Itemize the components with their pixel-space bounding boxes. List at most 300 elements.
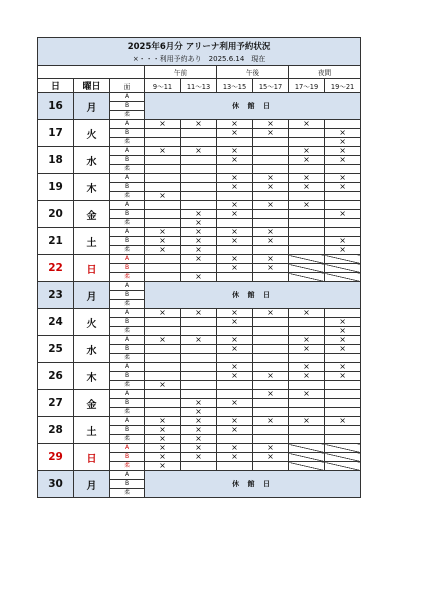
reserved-mark: ×: [253, 228, 289, 237]
empty-cell: [253, 165, 289, 174]
empty-cell: [217, 165, 253, 174]
empty-cell: [217, 381, 253, 390]
court-label: B: [110, 318, 145, 327]
empty-cell: [253, 318, 289, 327]
table-row: [38, 147, 361, 156]
court-label: 柔: [110, 435, 145, 444]
reserved-mark: ×: [325, 363, 361, 372]
court-label: A: [110, 282, 145, 291]
empty-cell: [181, 462, 217, 471]
empty-cell: [145, 156, 181, 165]
court-label: 柔: [110, 327, 145, 336]
empty-cell: [289, 228, 325, 237]
court-label: A: [110, 471, 145, 480]
empty-cell: [217, 192, 253, 201]
reserved-mark: ×: [253, 444, 289, 453]
day-date: 27: [38, 390, 74, 417]
reserved-mark: ×: [217, 147, 253, 156]
reserved-mark: ×: [145, 246, 181, 255]
reserved-mark: ×: [181, 426, 217, 435]
court-label: B: [110, 399, 145, 408]
empty-cell: [217, 273, 253, 282]
court-label: A: [110, 228, 145, 237]
reserved-mark: ×: [145, 228, 181, 237]
reserved-mark: ×: [181, 120, 217, 129]
empty-cell: [289, 426, 325, 435]
reserved-mark: ×: [325, 372, 361, 381]
empty-cell: [253, 426, 289, 435]
reserved-mark: ×: [289, 309, 325, 318]
empty-cell: [289, 129, 325, 138]
court-label: B: [110, 156, 145, 165]
reserved-mark: ×: [217, 318, 253, 327]
court-label: 柔: [110, 219, 145, 228]
court-label: 柔: [110, 192, 145, 201]
empty-cell: [325, 192, 361, 201]
empty-cell: [217, 462, 253, 471]
empty-cell: [325, 165, 361, 174]
court-label: 柔: [110, 408, 145, 417]
reserved-mark: ×: [289, 201, 325, 210]
reserved-mark: ×: [325, 147, 361, 156]
day-date: 29: [38, 444, 74, 471]
reserved-mark: ×: [181, 408, 217, 417]
empty-cell: [181, 327, 217, 336]
unavailable-cell: [289, 453, 325, 462]
court-label: 柔: [110, 165, 145, 174]
empty-cell: [145, 183, 181, 192]
period-header: 午前: [145, 66, 217, 79]
reserved-mark: ×: [217, 210, 253, 219]
empty-cell: [217, 408, 253, 417]
empty-cell: [325, 399, 361, 408]
reserved-mark: ×: [253, 174, 289, 183]
reserved-mark: ×: [253, 255, 289, 264]
empty-cell: [181, 363, 217, 372]
reserved-mark: ×: [181, 399, 217, 408]
empty-cell: [145, 255, 181, 264]
unavailable-cell: [325, 255, 361, 264]
day-weekday: 金: [74, 201, 110, 228]
day-weekday: 火: [74, 120, 110, 147]
reserved-mark: ×: [145, 453, 181, 462]
reservation-sheet: [37, 37, 360, 498]
table-row: [38, 174, 361, 183]
empty-cell: [289, 192, 325, 201]
court-label: A: [110, 147, 145, 156]
empty-cell: [217, 219, 253, 228]
reserved-mark: ×: [217, 129, 253, 138]
reserved-mark: ×: [145, 120, 181, 129]
reserved-mark: ×: [217, 426, 253, 435]
empty-cell: [289, 327, 325, 336]
court-label: B: [110, 210, 145, 219]
reserved-mark: ×: [289, 417, 325, 426]
reserved-mark: ×: [289, 363, 325, 372]
court-label: 柔: [110, 381, 145, 390]
court-label: B: [110, 372, 145, 381]
court-label: 柔: [110, 273, 145, 282]
empty-cell: [325, 201, 361, 210]
empty-cell: [325, 435, 361, 444]
reserved-mark: ×: [181, 219, 217, 228]
empty-cell: [253, 138, 289, 147]
court-label: A: [110, 417, 145, 426]
table-row: [38, 309, 361, 318]
reserved-mark: ×: [289, 336, 325, 345]
empty-cell: [217, 138, 253, 147]
empty-cell: [181, 345, 217, 354]
reserved-mark: ×: [217, 309, 253, 318]
empty-cell: [289, 219, 325, 228]
empty-cell: [145, 318, 181, 327]
reserved-mark: ×: [181, 228, 217, 237]
empty-cell: [181, 264, 217, 273]
reserved-mark: ×: [217, 201, 253, 210]
reserved-mark: ×: [325, 183, 361, 192]
reserved-mark: ×: [181, 237, 217, 246]
reserved-mark: ×: [289, 183, 325, 192]
court-label: B: [110, 453, 145, 462]
empty-cell: [253, 210, 289, 219]
empty-cell: [181, 174, 217, 183]
reserved-mark: ×: [325, 345, 361, 354]
day-date: 24: [38, 309, 74, 336]
empty-cell: [253, 381, 289, 390]
slot-header: 13～15: [217, 79, 253, 93]
court-label: A: [110, 363, 145, 372]
day-date: 26: [38, 363, 74, 390]
court-label: B: [110, 291, 145, 300]
empty-cell: [325, 426, 361, 435]
empty-cell: [217, 246, 253, 255]
empty-cell: [145, 399, 181, 408]
day-weekday: 土: [74, 417, 110, 444]
reserved-mark: ×: [217, 444, 253, 453]
reserved-mark: ×: [217, 237, 253, 246]
reserved-mark: ×: [253, 390, 289, 399]
empty-cell: [145, 363, 181, 372]
unavailable-cell: [325, 453, 361, 462]
reserved-mark: ×: [145, 192, 181, 201]
header-court: 面: [110, 79, 145, 93]
empty-cell: [253, 219, 289, 228]
court-label: A: [110, 120, 145, 129]
table-row: [38, 228, 361, 237]
empty-cell: [289, 165, 325, 174]
reserved-mark: ×: [325, 174, 361, 183]
table-row: [38, 363, 361, 372]
empty-cell: [145, 354, 181, 363]
reserved-mark: ×: [253, 183, 289, 192]
reserved-mark: ×: [217, 183, 253, 192]
day-date: 28: [38, 417, 74, 444]
table-row: [38, 444, 361, 453]
reserved-mark: ×: [289, 156, 325, 165]
day-date: 30: [38, 471, 74, 498]
day-date: 19: [38, 174, 74, 201]
day-date: 16: [38, 93, 74, 120]
reserved-mark: ×: [145, 336, 181, 345]
empty-cell: [253, 147, 289, 156]
header-date: 日: [38, 79, 74, 93]
reserved-mark: ×: [253, 129, 289, 138]
empty-cell: [289, 399, 325, 408]
empty-cell: [145, 219, 181, 228]
table-row: [38, 282, 361, 291]
empty-cell: [325, 219, 361, 228]
reserved-mark: ×: [217, 363, 253, 372]
court-label: B: [110, 102, 145, 111]
period-spacer: [38, 66, 145, 79]
empty-cell: [181, 165, 217, 174]
table-row: [38, 336, 361, 345]
empty-cell: [145, 138, 181, 147]
reserved-mark: ×: [217, 174, 253, 183]
court-label: A: [110, 309, 145, 318]
court-label: 柔: [110, 354, 145, 363]
reserved-mark: ×: [217, 417, 253, 426]
header-dow: 曜日: [74, 79, 110, 93]
empty-cell: [253, 354, 289, 363]
closed-day-label: 休 館 日: [145, 93, 361, 120]
empty-cell: [181, 390, 217, 399]
empty-cell: [181, 372, 217, 381]
empty-cell: [325, 408, 361, 417]
unavailable-cell: [325, 444, 361, 453]
unavailable-cell: [289, 444, 325, 453]
empty-cell: [289, 435, 325, 444]
empty-cell: [289, 138, 325, 147]
empty-cell: [181, 201, 217, 210]
empty-cell: [253, 363, 289, 372]
reserved-mark: ×: [217, 453, 253, 462]
reserved-mark: ×: [217, 372, 253, 381]
reserved-mark: ×: [181, 444, 217, 453]
day-weekday: 金: [74, 390, 110, 417]
slot-header: 17～19: [289, 79, 325, 93]
unavailable-cell: [289, 462, 325, 471]
empty-cell: [145, 174, 181, 183]
empty-cell: [325, 228, 361, 237]
day-weekday: 木: [74, 174, 110, 201]
reserved-mark: ×: [217, 264, 253, 273]
empty-cell: [289, 318, 325, 327]
empty-cell: [289, 237, 325, 246]
reserved-mark: ×: [325, 156, 361, 165]
period-header: 夜間: [289, 66, 361, 79]
court-label: A: [110, 201, 145, 210]
period-header: 午後: [217, 66, 289, 79]
reserved-mark: ×: [217, 336, 253, 345]
empty-cell: [145, 345, 181, 354]
court-label: A: [110, 390, 145, 399]
unavailable-cell: [289, 264, 325, 273]
day-date: 22: [38, 255, 74, 282]
table-row: [38, 471, 361, 480]
reserved-mark: ×: [217, 120, 253, 129]
court-label: B: [110, 183, 145, 192]
court-label: 柔: [110, 246, 145, 255]
empty-cell: [253, 462, 289, 471]
reserved-mark: ×: [325, 138, 361, 147]
empty-cell: [145, 165, 181, 174]
day-date: 18: [38, 147, 74, 174]
empty-cell: [181, 381, 217, 390]
empty-cell: [181, 129, 217, 138]
court-label: 柔: [110, 111, 145, 120]
empty-cell: [145, 264, 181, 273]
reserved-mark: ×: [181, 147, 217, 156]
reservation-table: [37, 37, 361, 498]
empty-cell: [253, 435, 289, 444]
empty-cell: [217, 435, 253, 444]
slot-header: 15～17: [253, 79, 289, 93]
reserved-mark: ×: [145, 462, 181, 471]
court-label: 柔: [110, 489, 145, 498]
empty-cell: [325, 309, 361, 318]
court-label: 柔: [110, 138, 145, 147]
empty-cell: [145, 390, 181, 399]
reserved-mark: ×: [253, 264, 289, 273]
empty-cell: [145, 201, 181, 210]
reserved-mark: ×: [325, 210, 361, 219]
day-date: 17: [38, 120, 74, 147]
legend-note: ×・・・利用予約あり 2025.6.14 現在: [38, 53, 361, 66]
reserved-mark: ×: [217, 156, 253, 165]
slot-header: 9～11: [145, 79, 181, 93]
court-label: B: [110, 480, 145, 489]
day-weekday: 火: [74, 309, 110, 336]
court-label: 柔: [110, 462, 145, 471]
court-label: B: [110, 237, 145, 246]
reserved-mark: ×: [181, 417, 217, 426]
reserved-mark: ×: [145, 147, 181, 156]
empty-cell: [253, 192, 289, 201]
reserved-mark: ×: [181, 255, 217, 264]
page-title: 2025年6月分 アリーナ利用予約状況: [38, 38, 361, 54]
empty-cell: [145, 210, 181, 219]
reserved-mark: ×: [145, 309, 181, 318]
unavailable-cell: [289, 273, 325, 282]
day-weekday: 日: [74, 444, 110, 471]
reserved-mark: ×: [253, 237, 289, 246]
empty-cell: [145, 129, 181, 138]
empty-cell: [181, 183, 217, 192]
reserved-mark: ×: [289, 390, 325, 399]
day-weekday: 月: [74, 282, 110, 309]
table-row: [38, 201, 361, 210]
unavailable-cell: [289, 255, 325, 264]
empty-cell: [325, 381, 361, 390]
empty-cell: [253, 408, 289, 417]
table-row: [38, 390, 361, 399]
reserved-mark: ×: [253, 453, 289, 462]
reserved-mark: ×: [325, 237, 361, 246]
empty-cell: [289, 246, 325, 255]
reserved-mark: ×: [325, 318, 361, 327]
empty-cell: [181, 138, 217, 147]
reserved-mark: ×: [145, 435, 181, 444]
reserved-mark: ×: [325, 417, 361, 426]
empty-cell: [289, 408, 325, 417]
empty-cell: [289, 381, 325, 390]
day-weekday: 木: [74, 363, 110, 390]
day-weekday: 水: [74, 336, 110, 363]
reserved-mark: ×: [181, 336, 217, 345]
reserved-mark: ×: [253, 201, 289, 210]
reserved-mark: ×: [217, 255, 253, 264]
court-label: B: [110, 426, 145, 435]
reserved-mark: ×: [289, 372, 325, 381]
court-label: B: [110, 345, 145, 354]
reserved-mark: ×: [289, 147, 325, 156]
reserved-mark: ×: [217, 345, 253, 354]
empty-cell: [325, 354, 361, 363]
empty-cell: [181, 192, 217, 201]
empty-cell: [217, 354, 253, 363]
empty-cell: [253, 246, 289, 255]
unavailable-cell: [325, 462, 361, 471]
day-weekday: 土: [74, 228, 110, 255]
reserved-mark: ×: [253, 120, 289, 129]
court-label: A: [110, 336, 145, 345]
reserved-mark: ×: [289, 174, 325, 183]
empty-cell: [217, 390, 253, 399]
empty-cell: [253, 156, 289, 165]
court-label: A: [110, 255, 145, 264]
reserved-mark: ×: [145, 237, 181, 246]
empty-cell: [145, 408, 181, 417]
reserved-mark: ×: [145, 444, 181, 453]
empty-cell: [253, 345, 289, 354]
reserved-mark: ×: [289, 345, 325, 354]
reserved-mark: ×: [145, 417, 181, 426]
empty-cell: [289, 210, 325, 219]
empty-cell: [181, 354, 217, 363]
empty-cell: [217, 327, 253, 336]
empty-cell: [253, 399, 289, 408]
reserved-mark: ×: [217, 228, 253, 237]
day-weekday: 水: [74, 147, 110, 174]
reserved-mark: ×: [253, 372, 289, 381]
reserved-mark: ×: [181, 246, 217, 255]
empty-cell: [181, 156, 217, 165]
day-weekday: 月: [74, 471, 110, 498]
reserved-mark: ×: [253, 309, 289, 318]
reserved-mark: ×: [181, 453, 217, 462]
reserved-mark: ×: [325, 336, 361, 345]
empty-cell: [289, 354, 325, 363]
court-label: A: [110, 444, 145, 453]
empty-cell: [325, 390, 361, 399]
table-row: [38, 120, 361, 129]
reserved-mark: ×: [145, 381, 181, 390]
reserved-mark: ×: [325, 129, 361, 138]
empty-cell: [253, 273, 289, 282]
reserved-mark: ×: [181, 309, 217, 318]
court-label: B: [110, 129, 145, 138]
empty-cell: [145, 273, 181, 282]
empty-cell: [253, 336, 289, 345]
reserved-mark: ×: [253, 417, 289, 426]
empty-cell: [181, 318, 217, 327]
unavailable-cell: [325, 273, 361, 282]
reserved-mark: ×: [181, 435, 217, 444]
court-label: B: [110, 264, 145, 273]
table-row: [38, 255, 361, 264]
slot-header: 19～21: [325, 79, 361, 93]
